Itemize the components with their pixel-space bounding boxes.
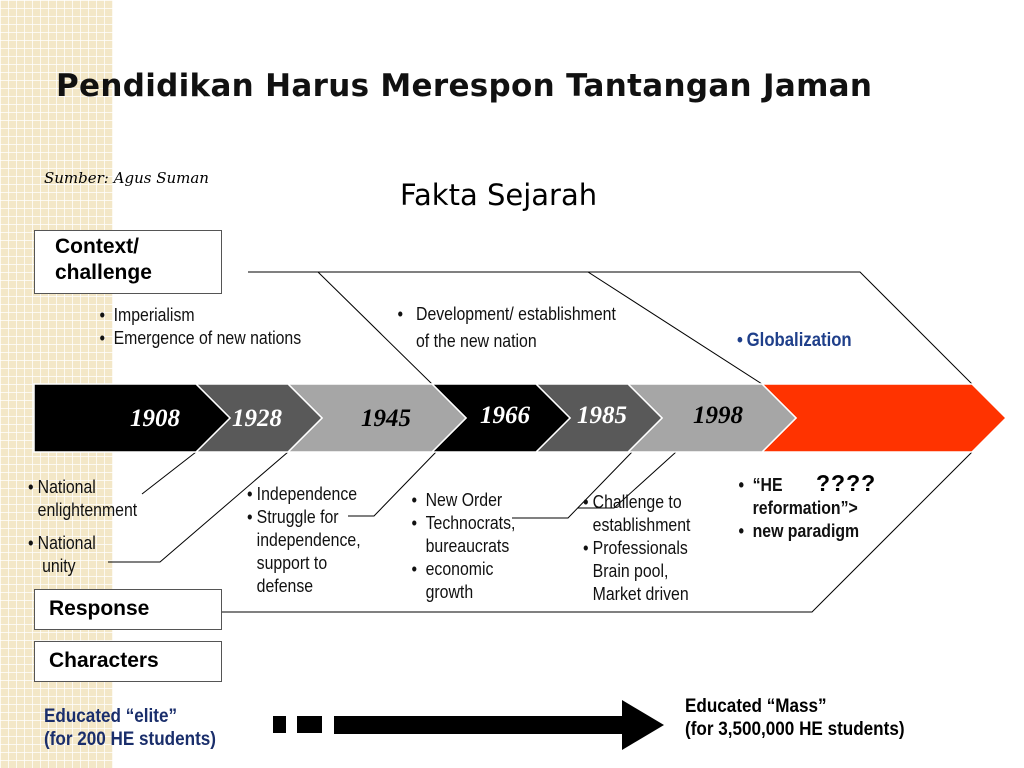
response-item: • Professionals Brain pool, Market driven — [583, 537, 690, 606]
response-1945 — [247, 483, 361, 598]
arrow-body — [334, 700, 664, 750]
characters-label: Characters — [34, 641, 222, 682]
response-item: • National unity — [28, 532, 137, 578]
year-label-1928: 1928 — [232, 405, 282, 432]
arrow-dash-1 — [273, 716, 286, 733]
year-label-1966: 1966 — [480, 402, 530, 429]
response-item: • Struggle for independence, support to defense — [247, 506, 361, 598]
year-label-1908: 1908 — [130, 405, 180, 432]
year-label-1985: 1985 — [577, 402, 627, 429]
year-label-1998: 1998 — [693, 402, 743, 429]
response-item: • economic growth — [408, 558, 515, 604]
question-marks: ???? — [816, 470, 877, 496]
context-item: • Emergence of new nations — [96, 327, 301, 350]
response-item: • Challenge to establishment — [583, 491, 690, 537]
source-credit: Sumber: Agus Suman — [44, 169, 209, 187]
response-1966 — [408, 489, 515, 604]
context-era-2 — [394, 301, 616, 355]
chevron-future — [762, 384, 1006, 452]
slide-title: Pendidikan Harus Merespon Tantangan Jaman — [56, 68, 873, 104]
educated-mass-label: Educated “Mass” (for 3,500,000 HE students) — [685, 696, 905, 740]
context-challenge-label: Context/ challenge — [34, 230, 222, 294]
response-item: • National enlightenment — [28, 476, 137, 522]
response-label: Response — [34, 589, 222, 630]
response-item: • Technocrats, bureaucrats — [408, 512, 515, 558]
context-item: • Development/ establishment of the new nation — [394, 301, 616, 355]
response-1908-1928 — [28, 476, 137, 578]
response-item: • Independence — [247, 483, 361, 506]
response-item: • New Order — [408, 489, 515, 512]
context-item: • Imperialism — [96, 304, 301, 327]
context-era-3 — [737, 329, 852, 352]
globalization-item: • Globalization — [737, 329, 852, 352]
arrow-dash-2 — [297, 716, 322, 733]
response-item: • new paradigm — [735, 520, 859, 543]
diagram-subtitle: Fakta Sejarah — [400, 178, 598, 212]
context-connector-3 — [588, 272, 972, 384]
elite-to-mass-arrow — [273, 700, 664, 750]
response-item: • “HE reformation”> — [735, 474, 859, 520]
response-1985 — [583, 491, 690, 606]
educated-elite-label: Educated “elite” (for 200 HE students) — [44, 706, 216, 750]
year-label-1945: 1945 — [361, 405, 411, 432]
response-connector-1 — [142, 452, 196, 494]
context-era-1 — [96, 304, 301, 350]
